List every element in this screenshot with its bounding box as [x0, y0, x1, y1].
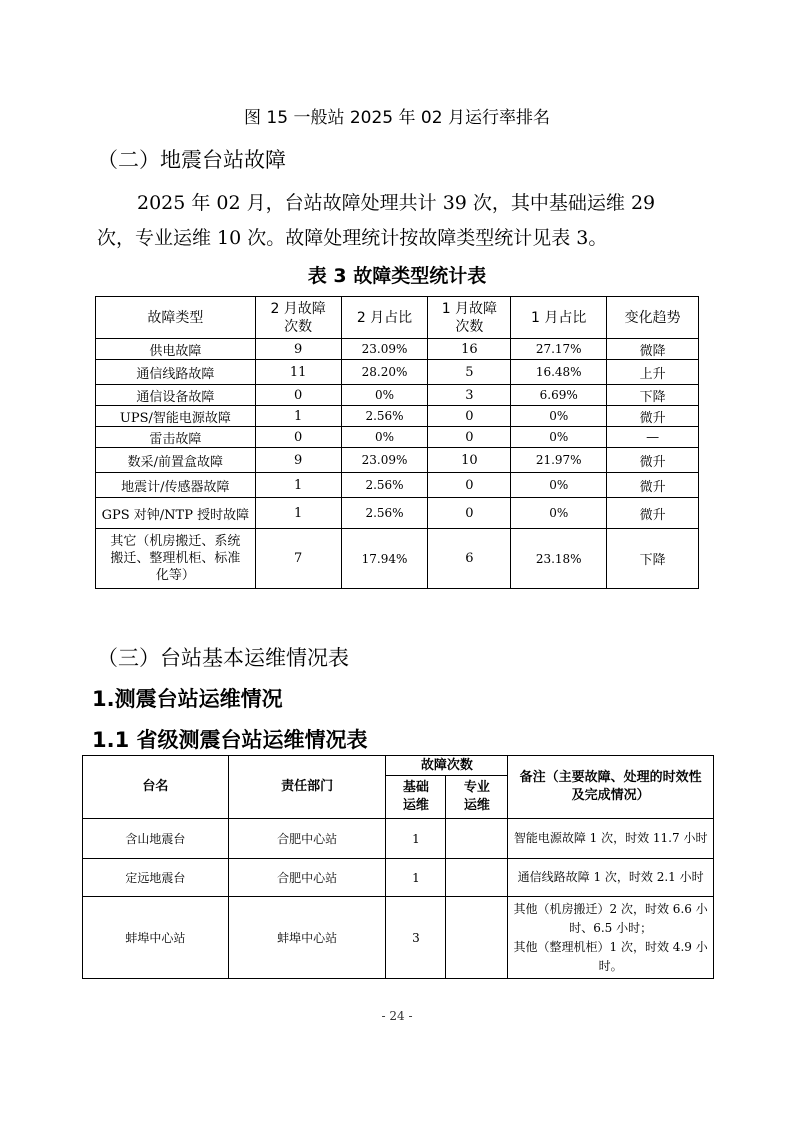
table-cell: 11: [255, 360, 341, 385]
subsection-heading: 1.1 省级测震台站运维情况表: [92, 728, 368, 752]
figure-caption: 图 15 一般站 2025 年 02 月运行率排名: [244, 108, 550, 128]
table-cell: 0%: [511, 406, 607, 427]
table-cell: 0%: [511, 473, 607, 498]
table-cell: 6: [428, 529, 511, 589]
table-cell: 28.20%: [341, 360, 428, 385]
table-cell: 下降: [607, 385, 699, 406]
table-cell: 17.94%: [341, 529, 428, 589]
table-cell: 定远地震台: [83, 859, 229, 897]
header-cell: 2 月占比: [341, 297, 428, 339]
table-cell: 3: [386, 897, 446, 979]
table-row: [96, 360, 699, 385]
section-heading: （二）地震台站故障: [97, 148, 286, 172]
seismic-station-maintenance-table: [82, 755, 714, 979]
table-cell: 1: [255, 498, 341, 529]
table-cell: 通信线路故障: [96, 360, 256, 385]
table-cell: 0%: [511, 427, 607, 448]
table-cell: 供电故障: [96, 339, 256, 360]
header-cell: 2 月故障 次数: [255, 297, 341, 339]
table-cell: 21.97%: [511, 448, 607, 473]
table-cell: 上升: [607, 360, 699, 385]
table-header-row: [96, 297, 699, 339]
table-cell: 微升: [607, 448, 699, 473]
table-row: [96, 385, 699, 406]
header-cell: 责任部门: [228, 756, 386, 819]
table-cell: 0: [428, 427, 511, 448]
header-cell: 1 月故障 次数: [428, 297, 511, 339]
table-row: [96, 339, 699, 360]
header-cell: 1 月占比: [511, 297, 607, 339]
table-cell: 2.56%: [341, 406, 428, 427]
table-cell: 5: [428, 360, 511, 385]
table-cell: [446, 897, 508, 979]
table-cell: 7: [255, 529, 341, 589]
table-cell: 微降: [607, 339, 699, 360]
table-header-row: [83, 756, 714, 776]
table-cell: 0: [428, 406, 511, 427]
table-cell: 23.09%: [341, 448, 428, 473]
header-cell: 专业 运维: [446, 776, 508, 819]
table-cell: 27.17%: [511, 339, 607, 360]
table-cell: 23.18%: [511, 529, 607, 589]
table-cell: 0: [255, 427, 341, 448]
header-cell: 基础 运维: [386, 776, 446, 819]
table-cell: 0: [255, 385, 341, 406]
table-cell: 智能电源故障 1 次，时效 11.7 小时: [508, 819, 714, 859]
table-row: [96, 473, 699, 498]
table-cell: 1: [255, 406, 341, 427]
paragraph: [97, 186, 707, 256]
table-cell: 6.69%: [511, 385, 607, 406]
table-cell: 数采/前置盒故障: [96, 448, 256, 473]
table-cell: 0%: [341, 427, 428, 448]
table-row: [96, 529, 699, 589]
subsection-heading: 1.测震台站运维情况: [92, 687, 283, 711]
paragraph-line: 2025 年 02 月，台站故障处理共计 39 次，其中基础运维 29: [137, 192, 656, 214]
table-cell: 23.09%: [341, 339, 428, 360]
table-cell: —: [607, 427, 699, 448]
table-cell: 蚌埠中心站: [83, 897, 229, 979]
table-row: [83, 897, 714, 979]
page-number: - 24 -: [381, 1009, 413, 1023]
table-cell: 合肥中心站: [228, 859, 386, 897]
table-cell: 1: [255, 473, 341, 498]
section-heading: （三）台站基本运维情况表: [97, 646, 349, 670]
table-row: [96, 427, 699, 448]
table-cell: 通信线路故障 1 次，时效 2.1 小时: [508, 859, 714, 897]
table-row: [96, 498, 699, 529]
paragraph-line: 次，专业运维 10 次。故障处理统计按故障类型统计见表 3。: [97, 227, 608, 249]
table-title: 表 3 故障类型统计表: [307, 265, 487, 287]
table-cell: 含山地震台: [83, 819, 229, 859]
header-cell: 故障次数: [386, 756, 508, 776]
table-cell: 9: [255, 339, 341, 360]
table-row: [96, 406, 699, 427]
table-row: [83, 819, 714, 859]
table-cell: 0%: [341, 385, 428, 406]
table-cell: 2.56%: [341, 473, 428, 498]
table-cell: 其它（机房搬迁、系统 搬迁、整理机柜、标准 化等）: [96, 529, 256, 589]
table-cell: [446, 819, 508, 859]
table-cell: 9: [255, 448, 341, 473]
table-cell: 10: [428, 448, 511, 473]
table-cell: 2.56%: [341, 498, 428, 529]
table-cell: 0: [428, 498, 511, 529]
table-cell: 1: [386, 819, 446, 859]
table-cell: 16: [428, 339, 511, 360]
table-cell: 微升: [607, 473, 699, 498]
table-cell: 3: [428, 385, 511, 406]
table-row: [83, 859, 714, 897]
table-cell: 合肥中心站: [228, 819, 386, 859]
header-cell: 变化趋势: [607, 297, 699, 339]
table-cell: 雷击故障: [96, 427, 256, 448]
table-cell: 0: [428, 473, 511, 498]
table-cell: 其他（机房搬迁）2 次，时效 6.6 小 时、6.5 小时； 其他（整理机柜）1 次，时效 4.9 小 时。: [508, 897, 714, 979]
header-cell: 备注（主要故障、处理的时效性 及完成情况）: [508, 756, 714, 819]
table-cell: UPS/智能电源故障: [96, 406, 256, 427]
table-cell: 微升: [607, 498, 699, 529]
table-cell: 微升: [607, 406, 699, 427]
table-cell: 16.48%: [511, 360, 607, 385]
table-row: [96, 448, 699, 473]
table-cell: 1: [386, 859, 446, 897]
table-cell: GPS 对钟/NTP 授时故障: [96, 498, 256, 529]
fault-type-table: [95, 296, 699, 589]
table-cell: 蚌埠中心站: [228, 897, 386, 979]
table-cell: 通信设备故障: [96, 385, 256, 406]
table-cell: [446, 859, 508, 897]
header-cell: 故障类型: [96, 297, 256, 339]
table-cell: 地震计/传感器故障: [96, 473, 256, 498]
header-cell: 台名: [83, 756, 229, 819]
table-cell: 下降: [607, 529, 699, 589]
table-cell: 0%: [511, 498, 607, 529]
